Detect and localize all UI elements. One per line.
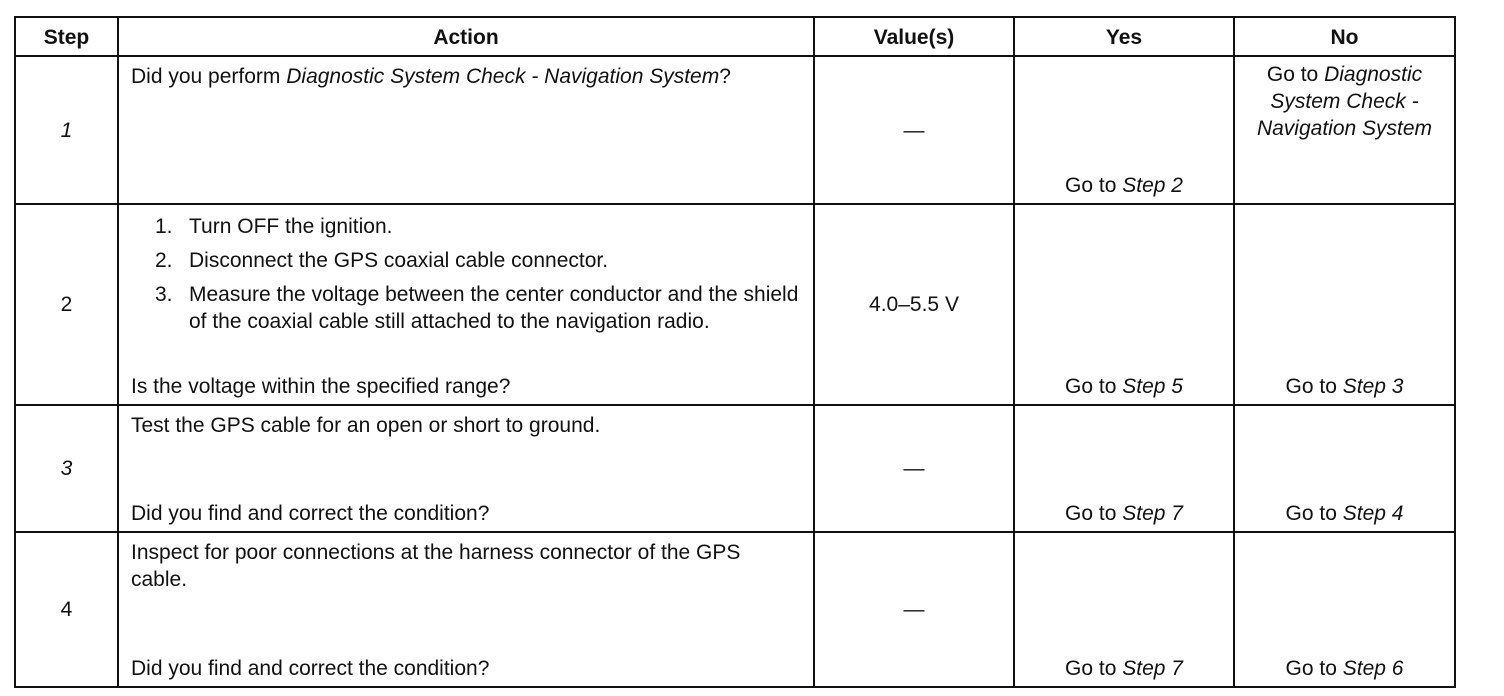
step-number: 1 (15, 56, 118, 204)
no-target[interactable]: Step 6 (1342, 657, 1404, 680)
table-row (15, 56, 1455, 204)
action-intro-end: ? (719, 65, 731, 88)
yes-cell (1014, 204, 1234, 405)
no-goto[interactable] (1235, 373, 1454, 400)
value-text: — (903, 457, 925, 480)
yes-goto[interactable] (1015, 655, 1233, 682)
no-target[interactable]: Diagnostic System Check - Navigation System (1256, 63, 1433, 140)
action-cell (118, 532, 814, 687)
value-cell (814, 204, 1014, 405)
value-text: 4.0–5.5 V (869, 293, 959, 316)
yes-prefix: Go to (1065, 174, 1123, 197)
diagnostic-table (14, 16, 1456, 688)
table-row (15, 405, 1455, 532)
yes-cell (1014, 405, 1234, 532)
list-item-number: 3. (155, 283, 173, 306)
header-values: Value(s) (814, 17, 1014, 56)
no-target[interactable]: Step 3 (1342, 375, 1404, 398)
action-steps-list (131, 213, 799, 335)
list-item (131, 213, 799, 240)
no-prefix: Go to (1285, 657, 1343, 680)
action-question: Did you find and correct the condition? (131, 657, 490, 680)
list-item-number: 1. (155, 215, 173, 238)
header-action: Action (118, 17, 814, 56)
no-goto[interactable] (1235, 655, 1454, 682)
no-prefix: Go to (1285, 375, 1343, 398)
no-goto[interactable] (1249, 61, 1440, 142)
table-row (15, 532, 1455, 687)
action-cell (118, 204, 814, 405)
action-intro-text: Did you perform (131, 65, 287, 88)
value-cell (814, 532, 1014, 687)
action-text: Inspect for poor connections at the harness connector of the GPS cable. (131, 541, 741, 591)
yes-cell (1014, 56, 1234, 204)
list-item-text: Turn OFF the ignition. (189, 215, 393, 238)
no-prefix: Go to (1285, 502, 1343, 525)
list-item-number: 2. (155, 249, 173, 272)
no-cell (1234, 56, 1455, 204)
step-number: 2 (15, 204, 118, 405)
action-text: Test the GPS cable for an open or short to ground. (131, 414, 601, 437)
value-cell (814, 56, 1014, 204)
yes-prefix: Go to (1065, 502, 1123, 525)
value-text: — (903, 598, 925, 621)
no-prefix: Go to (1266, 63, 1325, 86)
header-yes: Yes (1014, 17, 1234, 56)
yes-prefix: Go to (1065, 657, 1123, 680)
header-step: Step (15, 17, 118, 56)
table-header-row (15, 17, 1455, 56)
no-target[interactable]: Step 4 (1342, 502, 1404, 525)
yes-target[interactable]: Step 5 (1122, 375, 1183, 398)
yes-goto[interactable] (1015, 500, 1233, 527)
list-item-text: Measure the voltage between the center conductor and the shield of the coaxial cable still attached to the navigation radio. (189, 283, 799, 333)
list-item (131, 281, 799, 335)
header-no: No (1234, 17, 1455, 56)
no-goto[interactable] (1235, 500, 1454, 527)
yes-goto[interactable] (1015, 172, 1233, 199)
value-cell (814, 405, 1014, 532)
yes-target[interactable]: Step 7 (1122, 657, 1183, 680)
list-item (131, 247, 799, 274)
step-number: 3 (15, 405, 118, 532)
action-question: Did you find and correct the condition? (131, 502, 490, 525)
step-number: 4 (15, 532, 118, 687)
table-row (15, 204, 1455, 405)
yes-target[interactable]: Step 2 (1122, 174, 1183, 197)
value-text: — (903, 118, 925, 142)
yes-target[interactable]: Step 7 (1122, 502, 1183, 525)
list-item-text: Disconnect the GPS coaxial cable connector. (189, 249, 609, 272)
yes-cell (1014, 532, 1234, 687)
no-cell (1234, 405, 1455, 532)
action-question: Is the voltage within the specified range? (131, 375, 511, 398)
no-cell (1234, 532, 1455, 687)
action-text (131, 63, 773, 203)
no-cell (1234, 204, 1455, 405)
yes-prefix: Go to (1065, 375, 1123, 398)
action-cell (118, 405, 814, 532)
yes-goto[interactable] (1015, 373, 1233, 400)
action-cell (118, 56, 814, 204)
action-link-text[interactable]: Diagnostic System Check - Navigation System (286, 65, 720, 88)
